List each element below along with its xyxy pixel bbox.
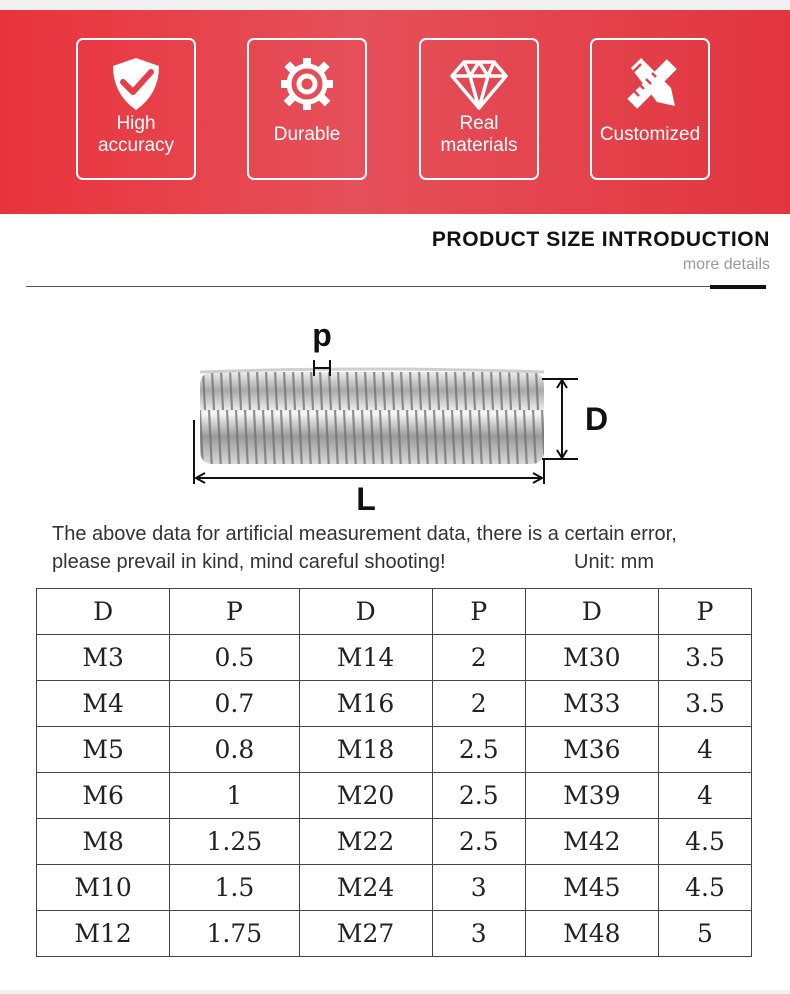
table-cell: 1	[170, 773, 299, 819]
table-cell: 1.25	[170, 819, 299, 865]
banner-top-strip	[0, 0, 790, 10]
diamond-icon	[421, 54, 537, 114]
table-cell: 3	[432, 911, 525, 957]
diameter-dimension	[542, 379, 578, 459]
measurement-note	[52, 520, 677, 576]
table-cell: M12	[37, 911, 170, 957]
table-cell: M18	[299, 727, 432, 773]
table-cell: M33	[525, 681, 658, 727]
feature-high-accuracy	[76, 38, 196, 180]
table-cell: 4.5	[658, 819, 751, 865]
threaded-rod	[200, 369, 544, 464]
table-cell: M6	[37, 773, 170, 819]
table-cell: 2	[432, 635, 525, 681]
size-table	[36, 588, 752, 957]
table-cell: M16	[299, 681, 432, 727]
header-cell: P	[432, 589, 525, 635]
table-cell: M39	[525, 773, 658, 819]
threaded-rod-diagram	[180, 310, 620, 520]
feature-label: Durable	[273, 124, 341, 145]
table-cell: M48	[525, 911, 658, 957]
table-cell: M5	[37, 727, 170, 773]
table-cell: M8	[37, 819, 170, 865]
table-row	[37, 911, 752, 957]
shield-check-icon	[78, 54, 194, 114]
header-cell: D	[299, 589, 432, 635]
table-cell: 1.75	[170, 911, 299, 957]
table-row	[37, 865, 752, 911]
table-cell: 5	[658, 911, 751, 957]
feature-real-materials	[419, 38, 539, 180]
table-cell: 2.5	[432, 773, 525, 819]
header-cell: D	[525, 589, 658, 635]
table-header-row	[37, 589, 752, 635]
table-cell: 4.5	[658, 865, 751, 911]
header-cell: D	[37, 589, 170, 635]
table-cell: M14	[299, 635, 432, 681]
table-cell: 0.8	[170, 727, 299, 773]
table-cell: 2.5	[432, 727, 525, 773]
table-row	[37, 635, 752, 681]
table-cell: M10	[37, 865, 170, 911]
feature-label: High accuracy	[97, 113, 175, 156]
table-cell: 3.5	[658, 681, 751, 727]
table-cell: M24	[299, 865, 432, 911]
section-title: PRODUCT SIZE INTRODUCTION	[431, 228, 770, 251]
header-cell: P	[170, 589, 299, 635]
feature-banner	[0, 0, 790, 214]
table-row	[37, 819, 752, 865]
table-cell: M4	[37, 681, 170, 727]
table-cell: 3.5	[658, 635, 751, 681]
table-cell: M30	[525, 635, 658, 681]
table-cell: M36	[525, 727, 658, 773]
table-cell: M45	[525, 865, 658, 911]
note-line-1: The above data for artificial measurement data, there is a certain error,	[52, 523, 677, 545]
table-cell: 2	[432, 681, 525, 727]
feature-durable	[247, 38, 367, 180]
bottom-strip	[0, 990, 790, 994]
diameter-label: D	[585, 401, 609, 437]
table-cell: 3	[432, 865, 525, 911]
section-subtitle[interactable]: more details	[682, 256, 770, 273]
table-row	[37, 681, 752, 727]
gear-icon	[249, 54, 365, 114]
header-cell: P	[658, 589, 751, 635]
table-cell: 1.5	[170, 865, 299, 911]
table-cell: M22	[299, 819, 432, 865]
note-line-2: please prevail in kind, mind careful shooting!	[52, 551, 446, 573]
table-cell: M27	[299, 911, 432, 957]
table-cell: M20	[299, 773, 432, 819]
pitch-label: p	[312, 317, 332, 353]
pencil-ruler-icon	[592, 54, 708, 114]
unit-label: Unit: mm	[574, 551, 654, 573]
table-cell: 0.5	[170, 635, 299, 681]
table-cell: M3	[37, 635, 170, 681]
feature-customized	[590, 38, 710, 180]
section-divider-accent	[710, 285, 766, 289]
length-label: L	[356, 481, 376, 517]
table-row	[37, 727, 752, 773]
table-cell: M42	[525, 819, 658, 865]
feature-label: Customized	[599, 124, 701, 145]
section-divider	[26, 286, 766, 287]
table-cell: 4	[658, 773, 751, 819]
table-cell: 4	[658, 727, 751, 773]
feature-label: Real materials	[440, 113, 518, 156]
table-cell: 2.5	[432, 819, 525, 865]
table-row	[37, 773, 752, 819]
table-cell: 0.7	[170, 681, 299, 727]
